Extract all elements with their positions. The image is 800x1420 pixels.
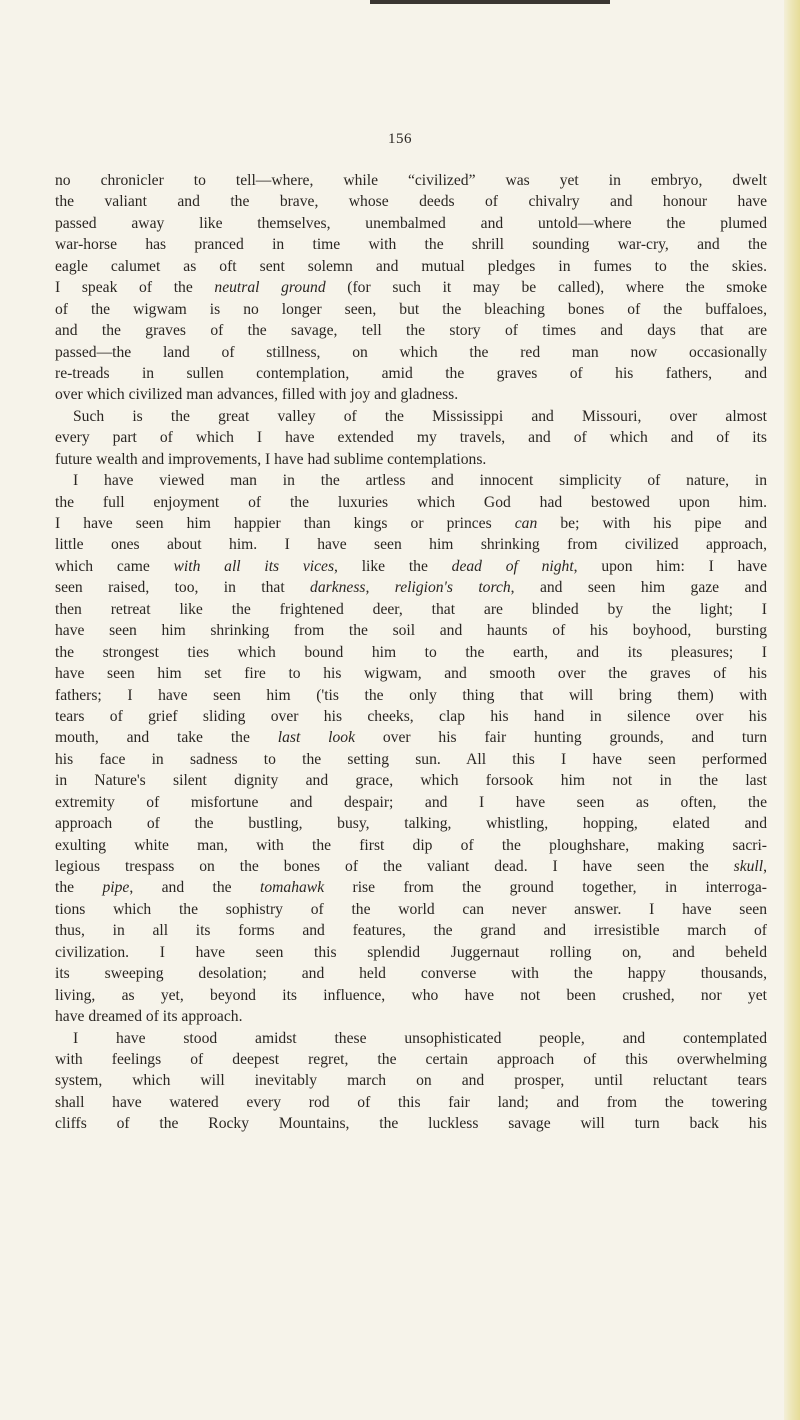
text-run: , and the — [129, 879, 261, 897]
text-run: his face in sadness to the setting sun. All this I have seen performed — [55, 750, 767, 768]
text-run: I have viewed man in the artless and innocent simplicity of nature, in — [73, 472, 767, 490]
text-run: , and seen him gaze and — [510, 579, 767, 597]
text-run: its sweeping desolation; and held converse with the happy thousands, — [55, 965, 767, 983]
text-run: shall have watered every rod of this fair land; and from the towering — [55, 1093, 767, 1111]
text-line — [55, 1070, 767, 1091]
text-line — [55, 191, 767, 212]
text-run: approach of the bustling, busy, talking, whistling, hopping, elated and — [55, 815, 767, 833]
italic-text-run: tomahawk — [260, 879, 325, 897]
text-line — [55, 685, 767, 706]
italic-text-run: last look — [277, 729, 355, 747]
top-edge-rule — [370, 0, 610, 4]
text-run: civilization. I have seen this splendid Juggernaut rolling on, and beheld — [55, 943, 767, 961]
text-run: which came — [55, 557, 174, 575]
text-run: mouth, and take the — [55, 729, 278, 747]
text-line — [55, 534, 767, 555]
text-line — [55, 470, 767, 491]
text-line — [55, 920, 767, 941]
text-line — [55, 963, 767, 984]
text-line — [55, 170, 767, 191]
text-line — [55, 985, 767, 1006]
text-run: , — [763, 858, 767, 875]
italic-text-run: dead of night — [451, 557, 574, 575]
text-line — [55, 234, 767, 255]
italic-text-run: can — [514, 515, 538, 532]
text-line — [55, 577, 767, 598]
text-run: Such is the great valley of the Mississippi and Missouri, over almost — [73, 407, 767, 425]
text-line — [55, 942, 767, 963]
text-run: eagle calumet as oft sent solemn and mutual pledges in fumes to the skies. — [55, 257, 767, 275]
text-run: I have stood amidst these unsophisticated people, and contemplated — [73, 1029, 767, 1047]
text-line — [55, 727, 767, 748]
text-run: tions which the sophistry of the world can never answer. I have seen — [55, 900, 767, 918]
italic-text-run: pipe — [102, 879, 130, 897]
text-line — [55, 320, 767, 341]
text-line — [55, 835, 767, 856]
text-run: in Nature's silent dignity and grace, which forsook him not in the last — [55, 772, 767, 790]
italic-text-run: with all its vices — [173, 557, 335, 575]
text-run: (for such it may be called), where the smoke — [325, 279, 768, 297]
text-line — [55, 427, 767, 448]
text-run: exulting white man, with the first dip of the ploughshare, making sacri- — [55, 836, 767, 854]
body-text — [55, 170, 767, 1135]
page-edge-shadow — [784, 0, 800, 1420]
text-line — [55, 1049, 767, 1070]
text-line — [55, 1028, 767, 1049]
text-run: , like the — [334, 557, 452, 575]
text-run: the valiant and the brave, whose deeds of chivalry and honour have — [55, 193, 767, 211]
text-run: rise from the ground together, in interroga- — [324, 879, 767, 897]
text-line — [55, 1006, 767, 1027]
text-line — [55, 877, 767, 898]
text-line — [55, 449, 767, 470]
text-line — [55, 213, 767, 234]
text-run: extremity of misfortune and despair; and I have seen as often, the — [55, 793, 767, 811]
text-run: the full enjoyment of the luxuries which God had bestowed upon him. — [55, 493, 767, 511]
text-line — [55, 663, 767, 684]
text-line — [55, 899, 767, 920]
text-line — [55, 384, 767, 405]
italic-text-run: darkness, religion's torch — [310, 579, 511, 597]
text-line — [55, 1113, 767, 1134]
text-line — [55, 513, 767, 534]
text-line — [55, 556, 767, 577]
text-run: little ones about him. I have seen him shrinking from civilized approach, — [55, 536, 767, 554]
text-run: then retreat like the frightened deer, that are blinded by the light; I — [55, 600, 767, 618]
text-run: be; with his pipe and — [537, 515, 768, 532]
italic-text-run: neutral ground — [214, 279, 326, 297]
text-line — [55, 492, 767, 513]
text-line — [55, 706, 767, 727]
text-run: passed—the land of stillness, on which the red man now occasionally — [55, 343, 767, 361]
italic-text-run: skull — [733, 858, 764, 875]
text-run: every part of which I have extended my travels, and of which and of its — [55, 429, 767, 447]
text-run: I have seen him happier than kings or princes — [55, 515, 515, 532]
text-run: over which civilized man advances, filled with joy and gladness. — [55, 386, 459, 404]
text-run: legious trespass on the bones of the valiant dead. I have seen the — [55, 858, 734, 875]
text-run: passed away like themselves, unembalmed and untold—where the plumed — [55, 214, 767, 232]
text-run: over his fair hunting grounds, and turn — [355, 729, 768, 747]
text-run: I speak of the — [55, 279, 215, 297]
text-run: the strongest ties which bound him to the earth, and its pleasures; I — [55, 643, 767, 661]
text-line — [55, 642, 767, 663]
text-run: have seen him shrinking from the soil and haunts of his boyhood, bursting — [55, 622, 767, 640]
text-run: the — [55, 879, 103, 897]
text-run: have dreamed of its approach. — [55, 1008, 243, 1026]
text-run: with feelings of deepest regret, the certain approach of this overwhelming — [55, 1050, 767, 1068]
text-run: seen raised, too, in that — [55, 579, 311, 597]
text-line — [55, 256, 767, 277]
text-run: of the wigwam is no longer seen, but the bleaching bones of the buffaloes, — [55, 300, 767, 318]
text-line — [55, 342, 767, 363]
text-line — [55, 770, 767, 791]
text-line — [55, 792, 767, 813]
text-run: cliffs of the Rocky Mountains, the luckless savage will turn back his — [55, 1115, 767, 1133]
text-line — [55, 620, 767, 641]
text-run: system, which will inevitably march on and prosper, until reluctant tears — [55, 1072, 767, 1090]
text-line — [55, 813, 767, 834]
text-line — [55, 1092, 767, 1113]
text-line — [55, 363, 767, 384]
text-run: future wealth and improvements, I have had sublime contemplations. — [55, 450, 487, 468]
text-run: and the graves of the savage, tell the story of times and days that are — [55, 322, 767, 340]
text-run: fathers; I have seen him ('tis the only thing that will bring them) with — [55, 686, 767, 704]
text-line — [55, 299, 767, 320]
text-line — [55, 749, 767, 770]
text-run: tears of grief sliding over his cheeks, clap his hand in silence over his — [55, 707, 767, 725]
page-number: 156 — [388, 131, 412, 147]
text-line — [55, 277, 767, 298]
text-run: living, as yet, beyond its influence, who have not been crushed, nor yet — [55, 986, 767, 1004]
text-run: have seen him set fire to his wigwam, and smooth over the graves of his — [55, 665, 767, 683]
text-line — [55, 856, 767, 877]
text-run: thus, in all its forms and features, the grand and irresistible march of — [55, 922, 767, 940]
text-run: re-treads in sullen contemplation, amid the graves of his fathers, and — [55, 364, 767, 382]
text-run: , upon him: I have — [573, 557, 767, 575]
text-run: war-horse has pranced in time with the shrill sounding war-cry, and the — [55, 236, 767, 254]
text-line — [55, 599, 767, 620]
text-run: no chronicler to tell—where, while “civilized” was yet in embryo, dwelt — [55, 172, 767, 189]
text-line — [55, 406, 767, 427]
